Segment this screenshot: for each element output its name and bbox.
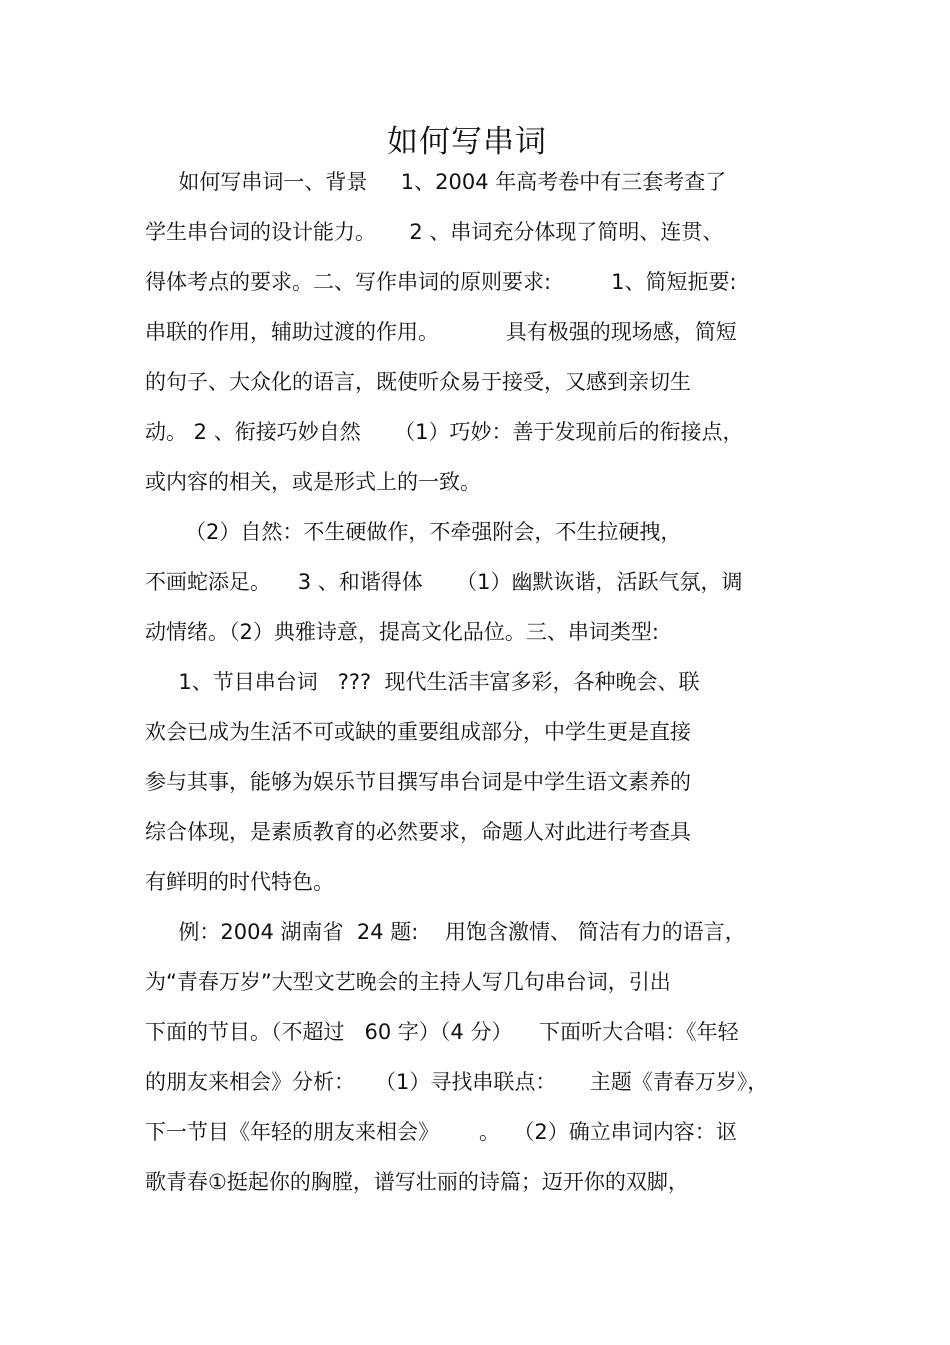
paragraph-line: 的句子、大众化的语言，既使听众易于接受，又感到亲切生 <box>145 370 691 394</box>
paragraph-line: 有鲜明的时代特色。 <box>145 870 334 894</box>
paragraph-line: 下面的节目。（不超过 60 字）（4 分） 下面听大合唱：《年轻 <box>145 1020 739 1044</box>
paragraph-line: 参与其事，能够为娱乐节目撰写串台词是中学生语文素养的 <box>145 770 691 794</box>
paragraph-line: 如何写串词一、背景 1、2004 年高考卷中有三套考查了 <box>145 170 727 194</box>
paragraph-line: 动情绪。（2）典雅诗意，提高文化品位。三、串词类型: <box>145 620 659 644</box>
paragraph-line: 例：2004 湖南省 24 题: 用饱含激情、 简洁有力的语言， <box>145 920 746 944</box>
paragraph-line: 为“青春万岁”大型文艺晚会的主持人写几句串台词，引出 <box>145 970 671 994</box>
paragraph-line: 得体考点的要求。二、写作串词的原则要求: 1、简短扼要: <box>145 270 737 294</box>
paragraph-line: （2）自然：不生硬做作，不牵强附会，不生拉硬拽， <box>145 520 682 544</box>
paragraph-line: 动。 2 、衔接巧妙自然 （1）巧妙：善于发现前后的衔接点， <box>145 420 744 444</box>
paragraph-line: 学生串台词的设计能力。 2 、串词充分体现了简明、连贯、 <box>145 220 724 244</box>
paragraph-line: 或内容的相关，或是形式上的一致。 <box>145 470 481 494</box>
paragraph-line: 歌青春①挺起你的胸膛，谱写壮丽的诗篇；迈开你的双脚， <box>145 1170 689 1194</box>
paragraph-line: 下一节目《年轻的朋友来相会》 。 （2）确立串词内容：讴 <box>145 1120 737 1144</box>
paragraph-line: 的朋友来相会》分析： （1）寻找串联点： 主题《青春万岁》， <box>145 1070 769 1094</box>
paragraph-line: 综合体现，是素质教育的必然要求，命题人对此进行考查具 <box>145 820 691 844</box>
paragraph-line: 欢会已成为生活不可或缺的重要组成部分，中学生更是直接 <box>145 720 691 744</box>
paragraph-line: 串联的作用，辅助过渡的作用。 具有极强的现场感，简短 <box>145 320 737 344</box>
paragraph-line: 1、节目串台词 ??? 现代生活丰富多彩，各种晚会、联 <box>145 670 700 694</box>
document-title: 如何写串词 <box>387 124 547 160</box>
paragraph-line: 不画蛇添足。 3 、和谐得体 （1）幽默诙谐，活跃气氛，调 <box>145 570 743 594</box>
